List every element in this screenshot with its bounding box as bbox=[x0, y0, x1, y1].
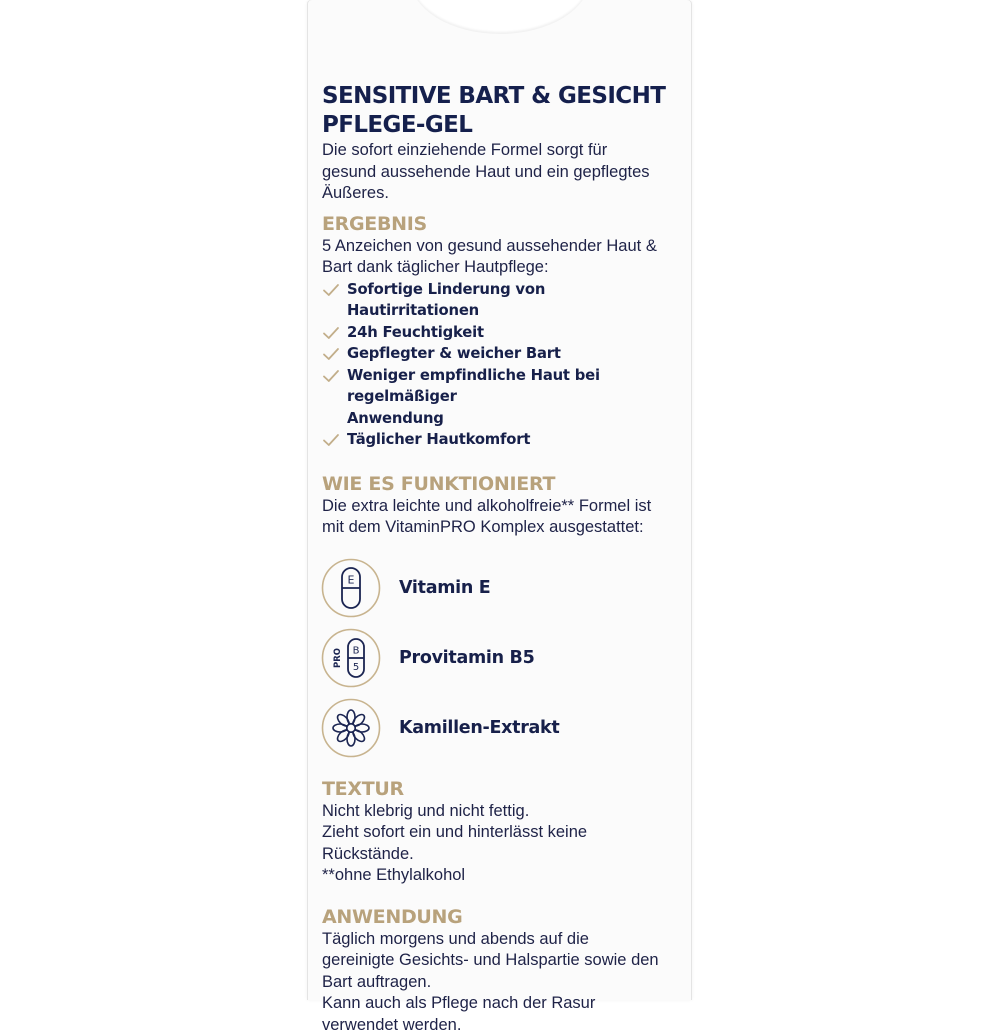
intro-line: Äußeres. bbox=[322, 183, 682, 205]
ingredient-provitamin-b5 bbox=[322, 627, 682, 689]
textur-line: **ohne Ethylalkohol bbox=[322, 865, 682, 887]
ergebnis-line: Bart dank täglicher Hautpflege: bbox=[322, 257, 682, 279]
intro-text bbox=[322, 140, 682, 205]
benefit-text: 24h Feuchtigkeit bbox=[347, 324, 484, 341]
ergebnis-line: 5 Anzeichen von gesund aussehender Haut & bbox=[322, 236, 682, 258]
anwendung-line: Täglich morgens und abends auf die bbox=[322, 929, 682, 951]
product-title-line: SENSITIVE BART & GESICHT bbox=[322, 82, 682, 111]
ergebnis-text bbox=[322, 236, 682, 279]
ingredient-vitamin-e bbox=[322, 557, 682, 619]
benefit-text: Täglicher Hautkomfort bbox=[347, 431, 530, 448]
anwendung-line: verwendet werden. bbox=[322, 1015, 682, 1036]
funktion-heading: WIE ES FUNKTIONIERT bbox=[322, 472, 682, 496]
benefit-list bbox=[322, 279, 682, 451]
anwendung-line: Kann auch als Pflege nach der Rasur bbox=[322, 993, 682, 1015]
product-title bbox=[322, 82, 682, 140]
capsule-digit: 5 bbox=[353, 662, 359, 673]
ergebnis-heading: ERGEBNIS bbox=[322, 212, 682, 236]
product-text-panel bbox=[322, 82, 682, 1036]
textur-text bbox=[322, 801, 682, 887]
funktion-line: Die extra leichte und alkoholfreie** Formel ist bbox=[322, 496, 682, 518]
benefit-text: Weniger empfindliche Haut bei regelmäßiger bbox=[347, 365, 682, 408]
ingredient-label: Vitamin E bbox=[399, 578, 490, 598]
anwendung-line: Bart auftragen. bbox=[322, 972, 682, 994]
funktion-text bbox=[322, 496, 682, 539]
check-icon bbox=[322, 368, 340, 384]
anwendung-heading: ANWENDUNG bbox=[322, 905, 682, 929]
box-tab-notch bbox=[410, 0, 590, 34]
anwendung-text bbox=[322, 929, 682, 1036]
benefit-item bbox=[322, 429, 682, 451]
benefit-item bbox=[322, 343, 682, 365]
benefit-text: Sofortige Linderung von Hautirritationen bbox=[347, 281, 545, 320]
capsule-letter: B bbox=[353, 645, 360, 656]
check-icon bbox=[322, 346, 340, 362]
check-icon bbox=[322, 282, 340, 298]
benefit-text: Gepflegter & weicher Bart bbox=[347, 345, 561, 362]
capsule-pro-text: PRO bbox=[333, 647, 343, 667]
funktion-line: mit dem VitaminPRO Komplex ausgestattet: bbox=[322, 517, 682, 539]
benefit-item bbox=[322, 322, 682, 344]
textur-line: Zieht sofort ein und hinterlässt keine bbox=[322, 822, 682, 844]
textur-line: Nicht klebrig und nicht fettig. bbox=[322, 801, 682, 823]
ingredient-list bbox=[322, 557, 682, 759]
textur-heading: TEXTUR bbox=[322, 777, 682, 801]
benefit-item bbox=[322, 279, 682, 322]
benefit-item bbox=[322, 365, 682, 430]
ingredient-label: Kamillen-Extrakt bbox=[399, 718, 559, 738]
product-title-line: PFLEGE-GEL bbox=[322, 111, 682, 140]
capsule-letter: E bbox=[348, 573, 355, 586]
product-box-side-panel bbox=[307, 0, 692, 1000]
anwendung-line: gereinigte Gesichts- und Halspartie sowie den bbox=[322, 950, 682, 972]
intro-line: gesund aussehende Haut und ein gepflegtes bbox=[322, 162, 682, 184]
chamomile-flower-icon bbox=[321, 698, 381, 758]
intro-line: Die sofort einziehende Formel sorgt für bbox=[322, 140, 682, 162]
check-icon bbox=[322, 432, 340, 448]
ingredient-kamille bbox=[322, 697, 682, 759]
textur-line: Rückstände. bbox=[322, 844, 682, 866]
check-icon bbox=[322, 325, 340, 341]
benefit-text: Anwendung bbox=[347, 408, 682, 430]
pro-b5-capsule-icon bbox=[321, 628, 381, 688]
vitamin-e-capsule-icon bbox=[321, 558, 381, 618]
ingredient-label: Provitamin B5 bbox=[399, 648, 534, 668]
